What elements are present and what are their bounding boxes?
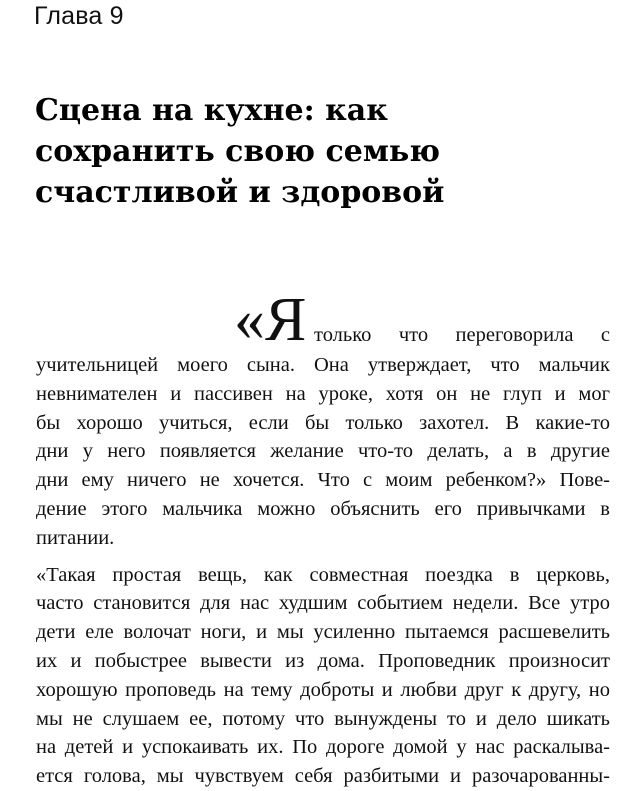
chapter-title-line: счастливой и здоровой: [35, 175, 445, 210]
body-text: [36, 286, 610, 791]
text-line: дение этого мальчика можно объяснить его привычками в: [36, 497, 610, 520]
paragraph-opening: [36, 286, 610, 354]
chapter-title: [35, 90, 595, 213]
paragraph-2: [36, 561, 610, 791]
text-line: только что переговорила с: [314, 324, 610, 346]
text-line: учительницей моего сына. Она утверждает, что мальчик: [36, 354, 610, 376]
chapter-label: Глава 9: [34, 2, 124, 30]
text-line: дни ему ничего не хочется. Что с моим ребенком?» Пове-: [36, 469, 610, 492]
drop-cap: «Я: [234, 286, 307, 354]
text-line: часто становится для нас худшим событием недели. Все утро: [36, 592, 610, 615]
text-line: ется голова, мы чувствуем себя разбитыми и разочарованны-: [36, 765, 610, 788]
text-line: их и побыстрее вывести из дома. Проповедник произносит: [36, 649, 610, 672]
text-line: питании.: [36, 526, 115, 549]
text-line: на детей и успокаивать их. По дороге домой у нас раскалыва-: [36, 736, 610, 759]
text-line: дни у него появляется желание что-то делать, а в другие: [36, 440, 610, 463]
text-line: бы хорошо учиться, если бы только захотел. В какие-то: [36, 411, 610, 434]
paragraph-1: [36, 351, 610, 553]
paragraph-gap: [36, 553, 610, 561]
text-line: дети еле волочат ноги, и мы усиленно пытаемся расшевелить: [36, 621, 610, 644]
text-line: невнимателен и пассивен на уроке, хотя он не глуп и мог: [36, 382, 610, 405]
text-line: мы не слушаем ее, потому что вынуждены то и дело шикать: [36, 707, 610, 730]
chapter-title-line: сохранить свою семью: [35, 134, 441, 169]
chapter-title-line: Сцена на кухне: как: [35, 93, 388, 128]
text-line: «Такая простая вещь, как совместная поездка в церковь,: [36, 563, 610, 586]
text-line: хорошую проповедь на тему доброты и любви друг к другу, но: [36, 678, 610, 701]
